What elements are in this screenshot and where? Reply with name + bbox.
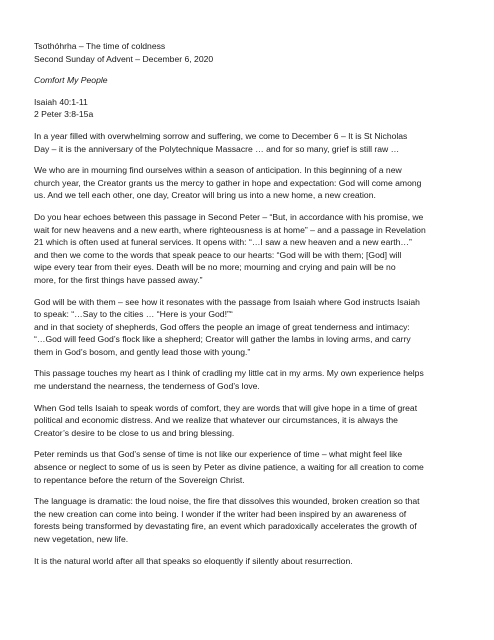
paragraph (34, 164, 460, 202)
paragraph (34, 296, 460, 359)
paragraph (34, 495, 460, 545)
paragraph-line: and then we come to the words that speak peace to our hearts: “God will be with them; [God] will (34, 249, 402, 260)
paragraph-line: When God tells Isaiah to speak words of comfort, they are words that will give hope in a time of great (34, 402, 418, 413)
paragraph-line: “…God will feed God’s flock like a shepherd; Creator will gather the lambs in loving arms, and carry (34, 334, 411, 345)
paragraph-line: We who are in mourning find ourselves within a season of anticipation. In this beginning of a new (34, 165, 402, 176)
spacer (34, 87, 460, 96)
spacer (34, 486, 460, 495)
paragraph-line: Peter reminds us that God’s sense of time is not like our experience of time – what might feel like (34, 449, 403, 460)
paragraph-line: more, for the first things have passed away.” (34, 274, 203, 285)
paragraph-line: me understand the nearness, the tenderness of God’s love. (34, 381, 260, 392)
spacer (34, 546, 460, 555)
sermon-title: Comfort My People (34, 75, 108, 86)
paragraph-line: wipe every tear from their eyes. Death will be no more; mourning and crying and pain will be no (34, 262, 396, 273)
paragraph (34, 211, 460, 287)
paragraph-line: them in God’s bosom, and gently lead those with young.” (34, 346, 251, 357)
paragraph-line: God will be with them – see how it resonates with the passage from Isaiah where God instructs Isaiah (34, 296, 420, 307)
paragraph-line: In a year filled with overwhelming sorrow and suffering, we come to December 6 – It is St Nicholas (34, 130, 408, 141)
paragraph-line: It is the natural world after all that speaks so eloquently if silently about resurrection. (34, 555, 353, 566)
spacer (34, 202, 460, 211)
paragraph (34, 402, 460, 440)
paragraph-line: the new creation can come into being. I wonder if the writer had been inspired by an awareness of (34, 508, 407, 519)
body-text (34, 130, 460, 567)
paragraph-line: to speak: “…Say to the cities … “Here is your God!”“ (34, 309, 233, 320)
paragraph-line: political and economic distress. And we realize that whatever our circumstances, it is always the (34, 415, 398, 426)
scripture-reading-2: 2 Peter 3:8-15a (34, 109, 94, 120)
paragraph (34, 367, 460, 392)
spacer (34, 439, 460, 448)
paragraph-line: The language is dramatic: the loud noise, the fire that dissolves this wounded, broken creation so that (34, 496, 420, 507)
spacer (34, 65, 460, 74)
spacer (34, 155, 460, 164)
paragraph-line: absence or neglect to some of us is seen by Peter as divine patience, a waiting for all creation to come (34, 462, 424, 473)
paragraph-line: and in that society of shepherds, God offers the people an image of great tenderness and intimacy: (34, 321, 410, 332)
paragraph-line: forests being transformed by devastating fire, an event which paradoxically accelerates the growth of (34, 521, 417, 532)
paragraph-line: Creator’s desire to be close to us and bring blessing. (34, 427, 235, 438)
paragraph-line: us. And we tell each other, one day, Creator will bring us into a new home, a new creation. (34, 190, 376, 201)
paragraph-line: This passage touches my heart as I think of cradling my little cat in my arms. My own experience helps (34, 368, 424, 379)
spacer (34, 287, 460, 296)
scripture-reading-1: Isaiah 40:1-11 (34, 96, 88, 107)
paragraph-line: wait for new heavens and a new earth, where righteousness is at home” – and a passage in Revelation (34, 224, 426, 235)
paragraph-line: to repentance before the return of the Sovereign Christ. (34, 474, 245, 485)
spacer (34, 358, 460, 367)
paragraph (34, 448, 460, 486)
spacer (34, 393, 460, 402)
spacer (34, 121, 460, 130)
paragraph-line: new vegetation, new life. (34, 534, 129, 544)
paragraph (34, 555, 460, 568)
paragraph-line: 21 which is often used at funeral services. It opens with: “…I saw a new heaven and a new earth…” (34, 237, 412, 248)
paragraph-line: church year, the Creator grants us the mercy to gather in hope and expectation: God will come among (34, 177, 422, 188)
paragraph-line: Do you hear echoes between this passage in Second Peter – “But, in accordance with his promise, we (34, 211, 424, 222)
paragraph (34, 130, 460, 155)
paragraph-line: Day – it is the anniversary of the Polytechnique Massacre … and for so many, grief is still raw … (34, 143, 400, 154)
date-line: Second Sunday of Advent – December 6, 2020 (34, 53, 214, 64)
document-title: Tsothóhrha – The time of coldness (34, 41, 166, 51)
